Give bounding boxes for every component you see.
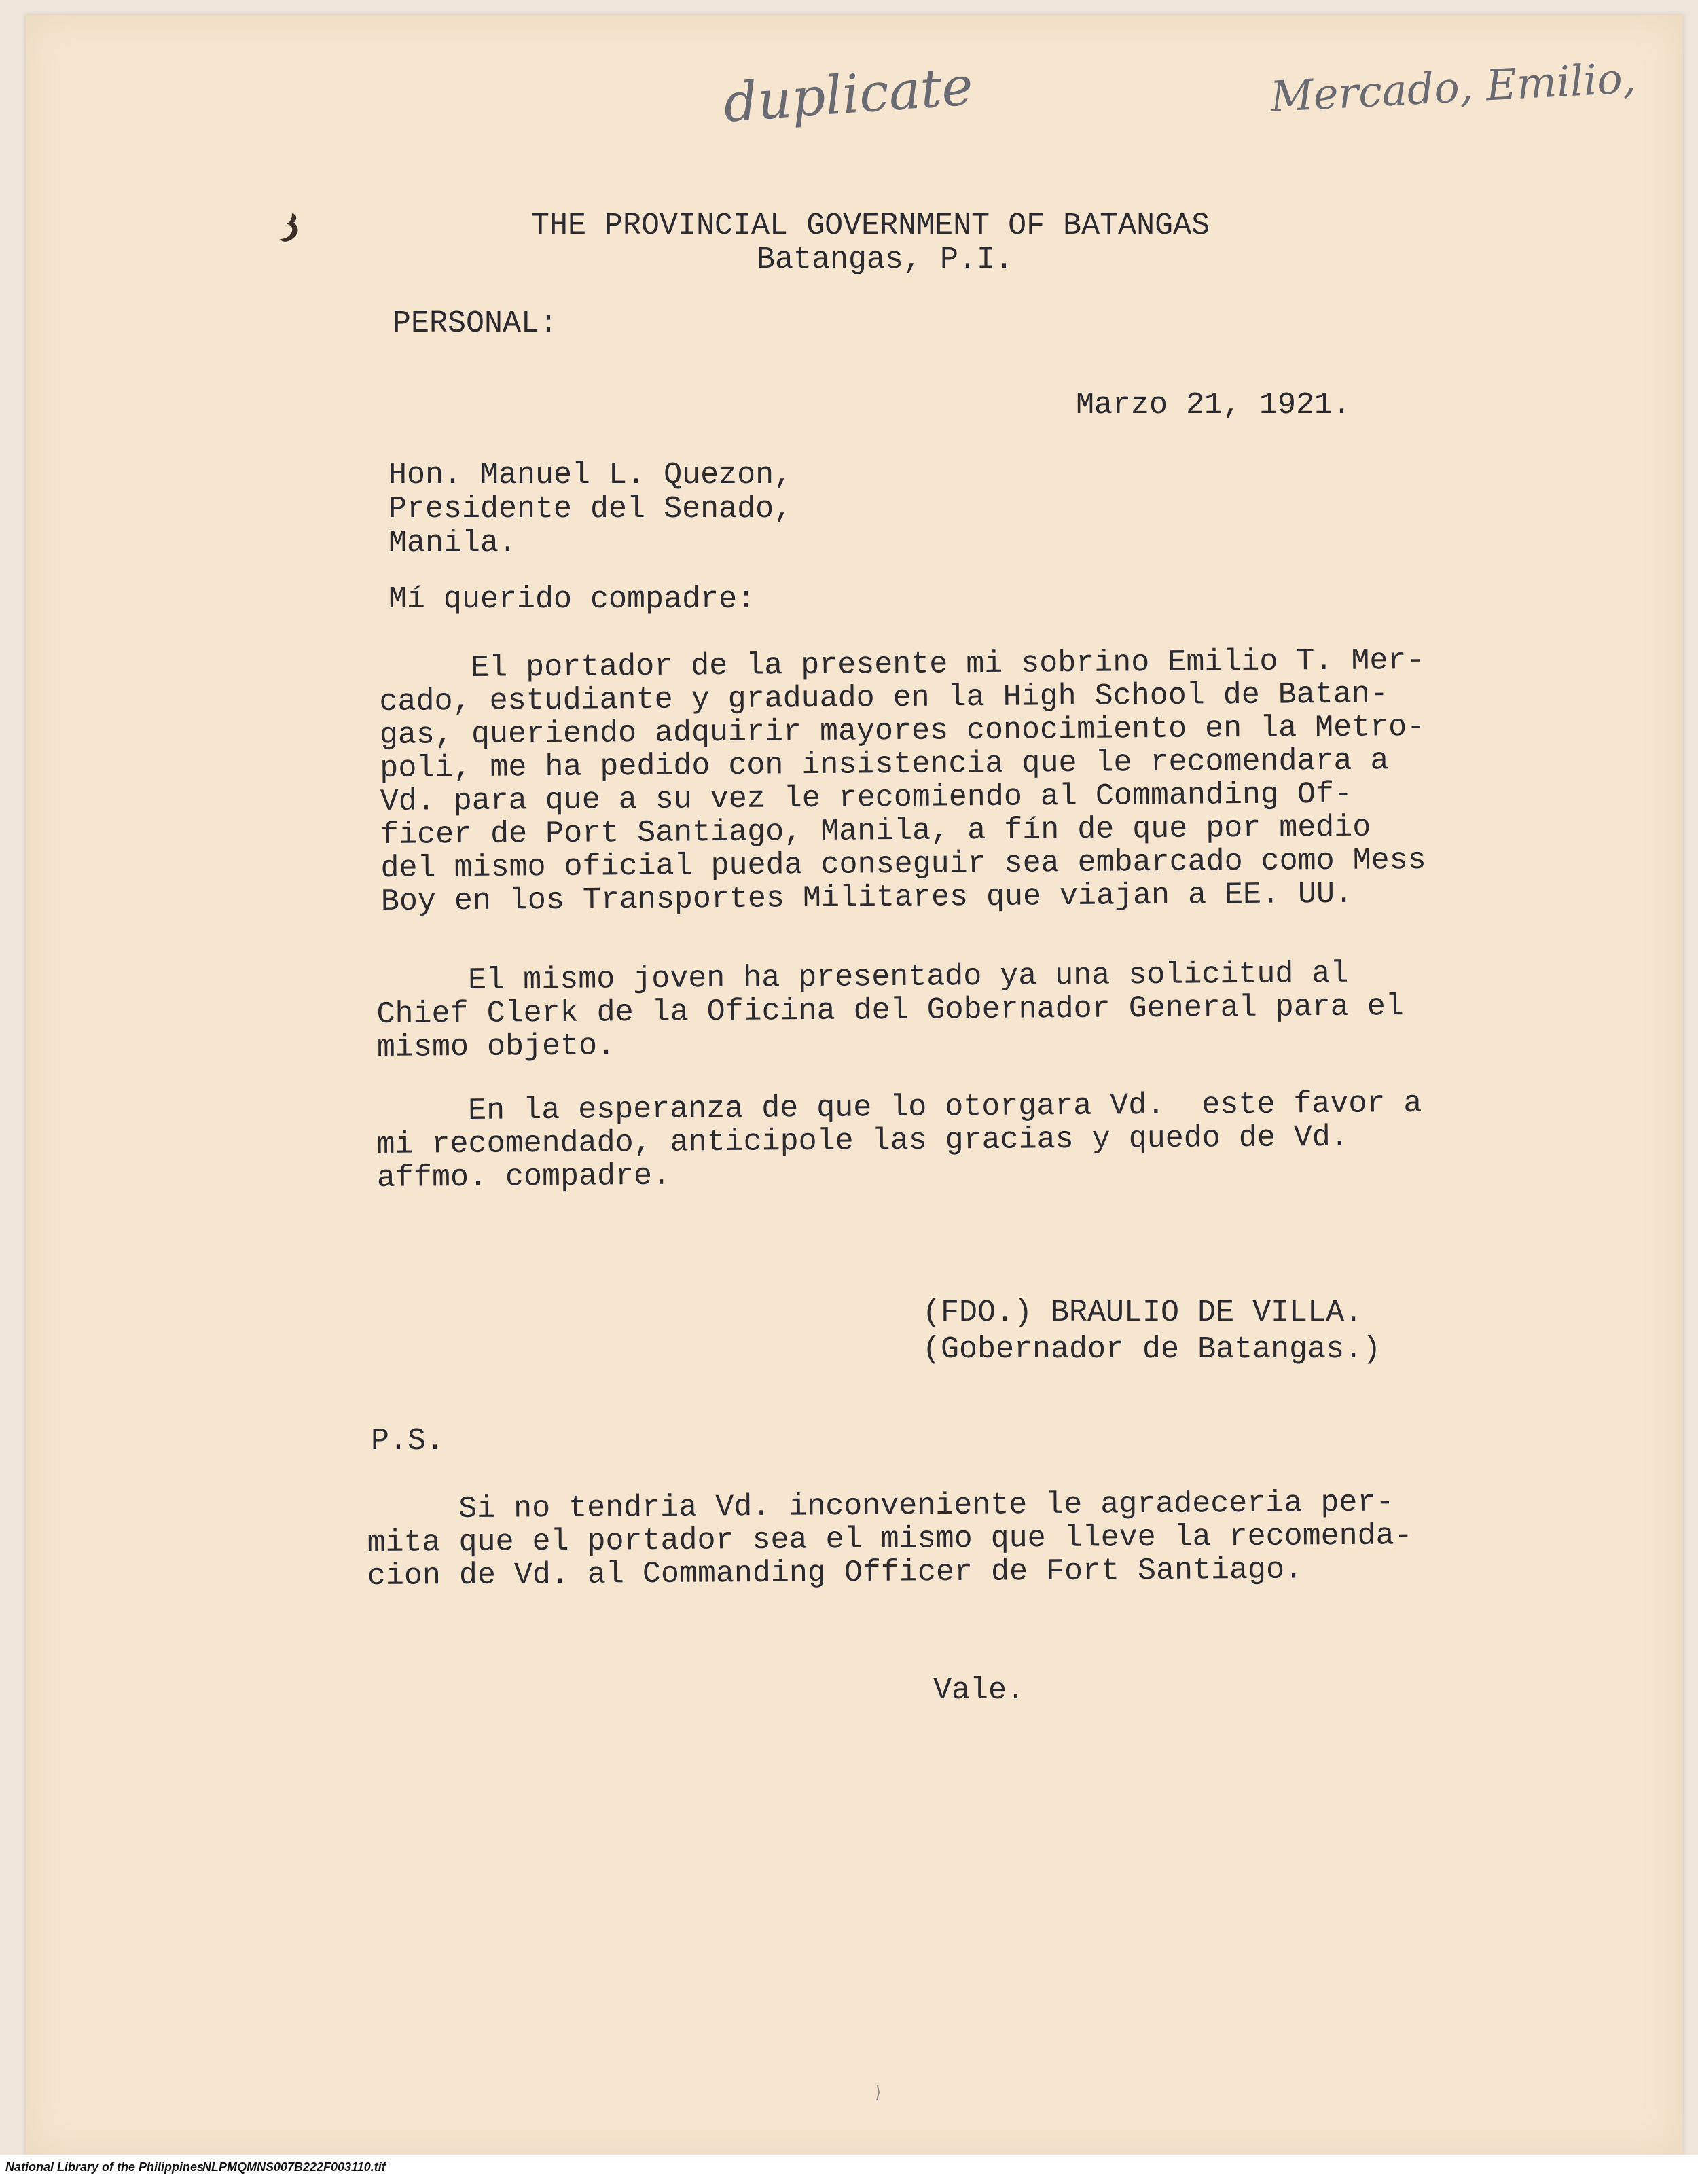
ink-mark-icon — [277, 212, 304, 245]
archive-footer — [0, 2155, 1698, 2184]
handwritten-name-note: Mercado, Emilio, — [1269, 52, 1638, 122]
handwritten-duplicate-note: duplicate — [721, 56, 975, 135]
postscript-label: P.S. — [371, 1424, 445, 1458]
recipient-name: Hon. Manuel L. Quezon, — [389, 458, 793, 493]
personal-label: PERSONAL: — [393, 306, 558, 341]
paper-blemish-icon — [873, 2084, 882, 2102]
postscript-paragraph: Si no tendria Vd. inconveniente le agradeceria per- mita que el portador sea el mismo que lleve la recomenda- cion de Vd. al Commanding Officer de Fort Santiago. — [366, 1485, 1413, 1594]
signature-name: (FDO.) BRAULIO DE VILLA. — [922, 1295, 1363, 1330]
body-paragraph-2: El mismo joven ha presentado ya una solicitud al Chief Clerk de la Oficina del Gobernador General para el mismo objeto. — [376, 956, 1404, 1065]
body-paragraph-1: El portador de la presente mi sobrino Emilio T. Mer- cado, estudiante y graduado en la High School de Batan- gas, queriendo adquirir mayores conocimiento en la Metro- poli, me ha pedido con insistencia que le recomendara a Vd. para que a su vez le recomiendo al Commanding Of- ficer de Port Santiago, Manila, a fín de que por medio del mismo oficial pueda conseguir sea embarcado como Mess Boy en los Transportes Militares que viajan a EE. UU. — [378, 643, 1426, 919]
closing-vale: Vale. — [933, 1673, 1026, 1708]
body-paragraph-3: En la esperanza de que lo otorgara Vd. este favor a mi recomendado, anticipole las gracias y quedo de Vd. affmo. compadre. — [376, 1086, 1422, 1196]
letterhead-title: THE PROVINCIAL GOVERNMENT OF BATANGAS — [531, 209, 1210, 243]
letter-date: Marzo 21, 1921. — [1076, 388, 1352, 423]
signature-title: (Gobernador de Batangas.) — [922, 1332, 1381, 1367]
letterhead-location: Batangas, P.I. — [757, 243, 1014, 277]
footer-library-name: National Library of the Philippines — [5, 2160, 204, 2174]
footer-file-name: NLPMQMNS007B222F003110.tif — [202, 2160, 386, 2174]
salutation: Mí querido compadre: — [389, 582, 756, 617]
letter-page — [26, 15, 1683, 2155]
recipient-title: Presidente del Senado, — [389, 492, 793, 526]
recipient-city: Manila. — [389, 526, 518, 560]
